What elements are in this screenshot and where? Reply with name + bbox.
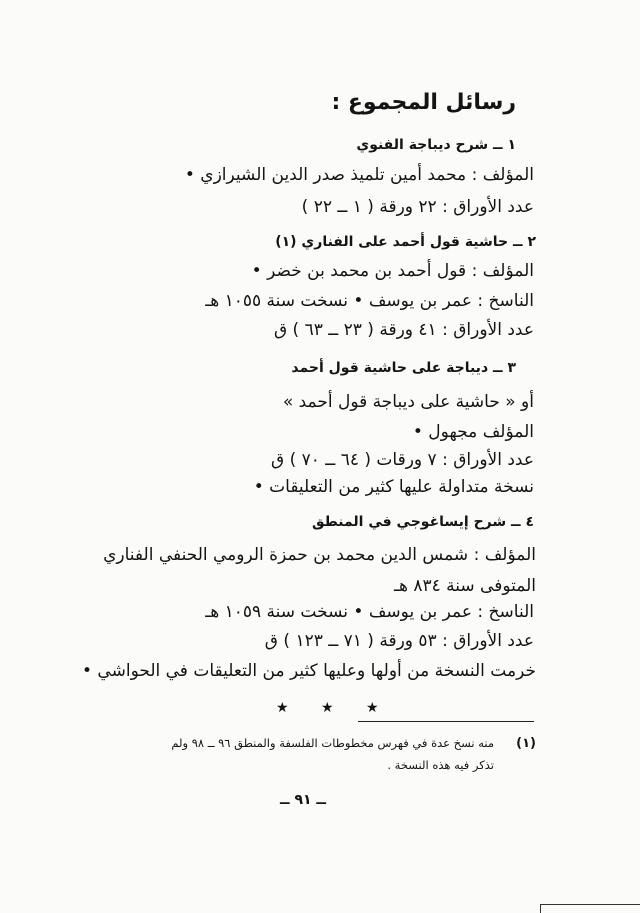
section-4-title: ٤ ــ شرح إيساغوجي في المنطق [312, 514, 534, 530]
section-2-copyist: الناسخ : عمر بن يوسف • نسخت سنة ١٠٥٥ هـ [205, 291, 534, 311]
footnote-line-1: منه نسخ عدة في فهرس مخطوطات الفلسفة والمنطق ٩٦ ــ ٩٨ ولم [171, 736, 494, 750]
section-1-folios: عدد الأوراق : ٢٢ ورقة ( ١ ــ ٢٢ ) [301, 197, 534, 217]
page-number: ــ ٩١ ــ [280, 792, 326, 808]
section-4-author: المؤلف : شمس الدين محمد بن حمزة الرومي الحنفي الفناري [103, 545, 536, 565]
section-2-folios: عدد الأوراق : ٤١ ورقة ( ٢٣ ــ ٦٣ ) ق [273, 320, 534, 340]
section-3-note: نسخة متداولة عليها كثير من التعليقات • [253, 477, 534, 497]
section-3-author: المؤلف مجهول • [412, 422, 534, 442]
footnote-rule [358, 721, 534, 722]
footnote-line-2: تذكر فيه هذه النسخة . [387, 758, 494, 772]
section-3-title: ٣ ــ ديباجة على حاشية قول أحمد [291, 360, 516, 376]
section-2-author: المؤلف : قول أحمد بن محمد بن خضر • [251, 261, 534, 281]
section-2-title: ٢ ــ حاشية قول أحمد على الفناري (١) [275, 234, 536, 250]
page-heading: رسائل المجموع : [331, 90, 516, 115]
section-3-alt-title: أو « حاشية على ديباجة قول أحمد » [282, 392, 534, 412]
section-4-copyist: الناسخ : عمر بن يوسف • نسخت سنة ١٠٥٩ هـ [205, 602, 534, 622]
section-4-note: خرمت النسخة من أولها وعليها كثير من التعليقات في الحواشي • [82, 661, 536, 681]
section-1-author: المؤلف : محمد أمين تلميذ صدر الدين الشيرازي • [184, 165, 534, 185]
section-4-death-year: المتوفى سنة ٨٣٤ هـ [393, 576, 536, 596]
section-divider-stars: ★ ★ ★ [276, 700, 393, 716]
section-1-title: ١ ــ شرح ديباجة الفنوي [356, 137, 516, 153]
section-3-folios: عدد الأوراق : ٧ ورقات ( ٦٤ ــ ٧٠ ) ق [271, 450, 534, 470]
section-4-folios: عدد الأوراق : ٥٣ ورقة ( ٧١ ــ ١٢٣ ) ق [264, 631, 534, 651]
footnote-marker: (١) [516, 736, 536, 751]
